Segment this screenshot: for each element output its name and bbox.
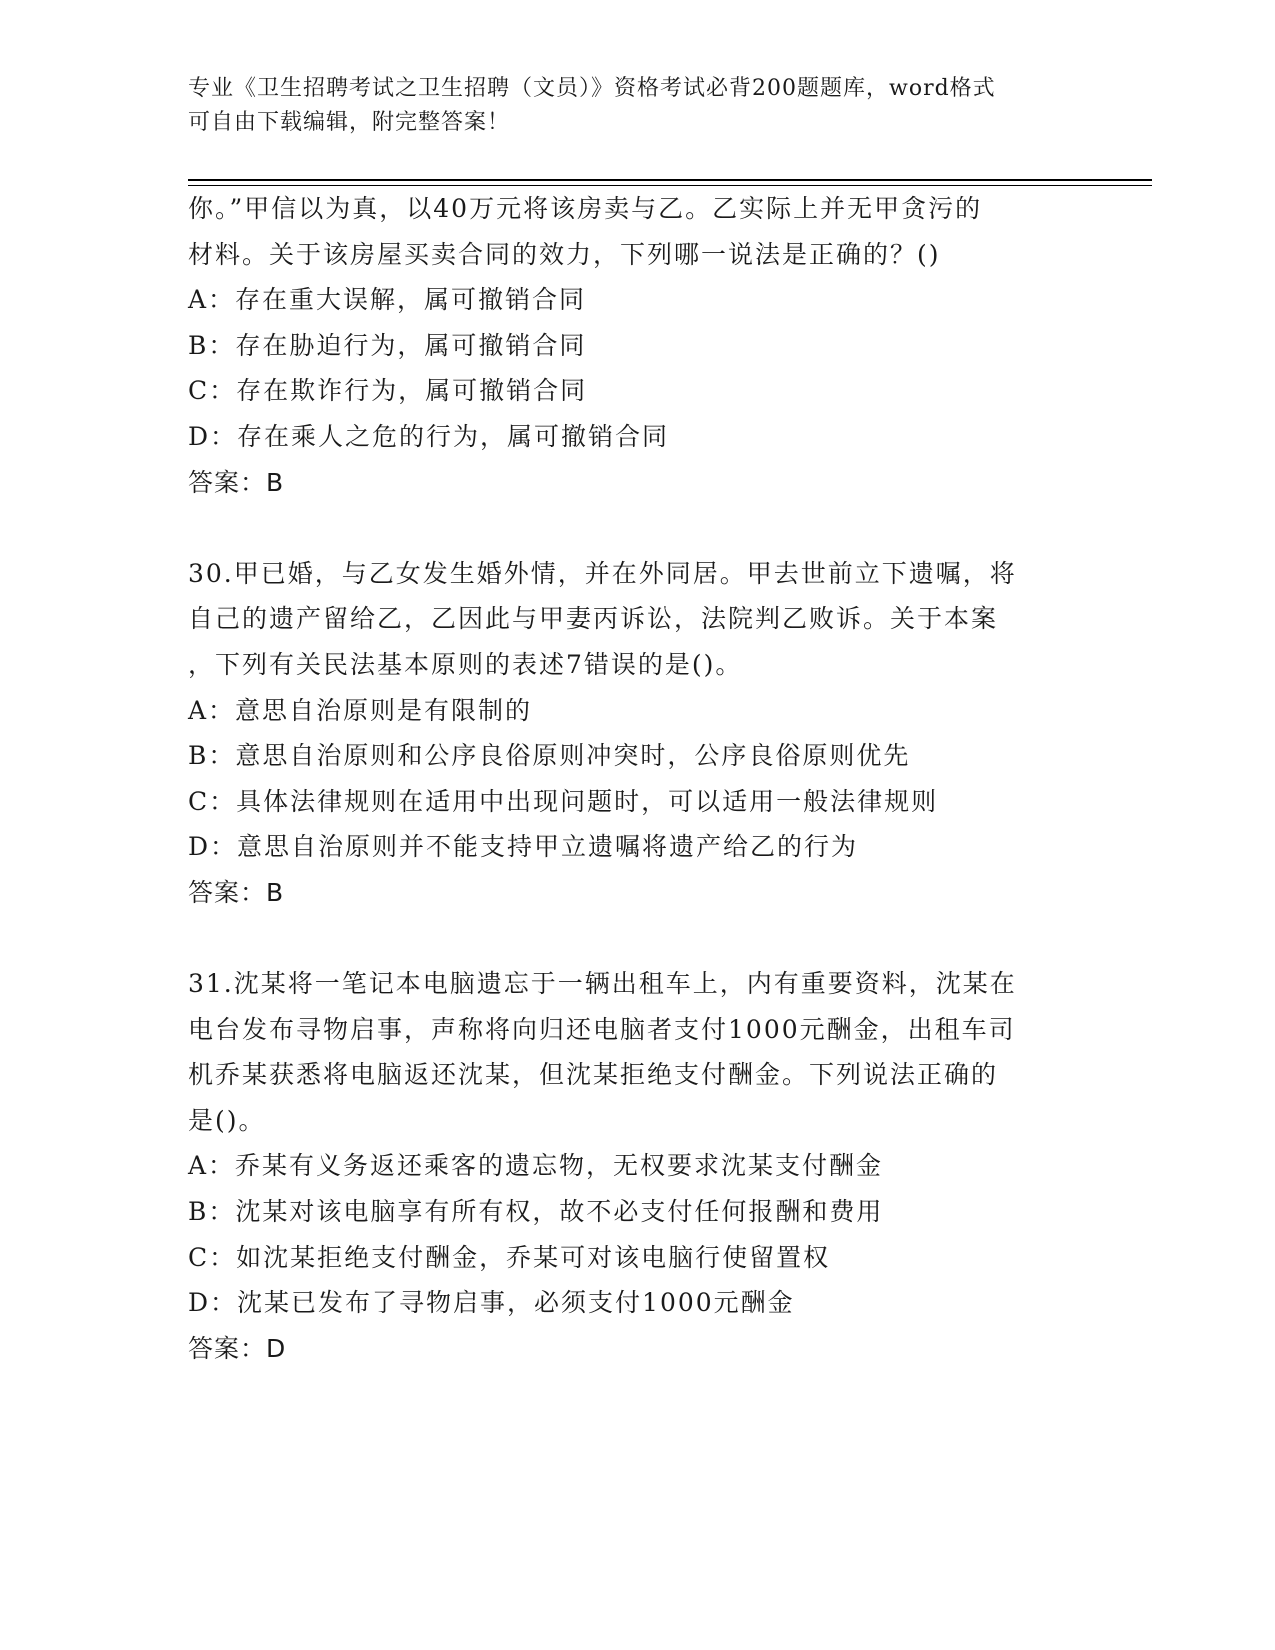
- document-body: [188, 186, 1088, 1371]
- answer: 答案：B: [188, 467, 285, 497]
- header-rule-thick: [188, 179, 1152, 181]
- option-d: D：沈某已发布了寻物启事，必须支付1000元酬金: [188, 1288, 795, 1318]
- option-b: B：沈某对该电脑享有所有权，故不必支付任何报酬和费用: [188, 1197, 884, 1227]
- question-31: [188, 961, 1088, 1371]
- header-line-1: 专业《卫生招聘考试之卫生招聘（文员）》资格考试必背200题题库，word格式: [188, 76, 996, 101]
- option-c: C：如沈某拒绝支付酬金，乔某可对该电脑行使留置权: [188, 1242, 831, 1272]
- question-stem-line: 31.沈某将一笔记本电脑遗忘于一辆出租车上，内有重要资料，沈某在: [188, 969, 1017, 999]
- question-stem-line: 是()。: [188, 1105, 266, 1135]
- spacer: [188, 505, 1088, 551]
- spacer: [188, 916, 1088, 962]
- option-a: A：存在重大误解，属可撤销合同: [188, 285, 587, 315]
- question-29: [188, 186, 1088, 505]
- document-header: [188, 72, 1088, 140]
- question-stem-line: 30.甲已婚，与乙女发生婚外情，并在外同居。甲去世前立下遗嘱，将: [188, 558, 1017, 588]
- option-d: D：意思自治原则并不能支持甲立遗嘱将遗产给乙的行为: [188, 832, 859, 862]
- header-line-2: 可自由下载编辑，附完整答案！: [188, 110, 511, 135]
- question-30: [188, 551, 1088, 916]
- option-a: A：乔某有义务返还乘客的遗忘物，无权要求沈某支付酬金: [188, 1151, 884, 1181]
- question-stem-line: 电台发布寻物启事，声称将向归还电脑者支付1000元酬金，出租车司: [188, 1014, 1016, 1044]
- question-stem-line: 你。”甲信以为真，以40万元将该房卖与乙。乙实际上并无甲贪污的: [188, 194, 983, 223]
- answer: 答案：D: [188, 1333, 287, 1363]
- option-c: C：具体法律规则在适用中出现问题时，可以适用一般法律规则: [188, 786, 939, 816]
- answer: 答案：B: [188, 877, 285, 907]
- question-stem-line: 机乔某获悉将电脑返还沈某，但沈某拒绝支付酬金。下列说法正确的: [188, 1060, 999, 1090]
- option-b: B：存在胁迫行为，属可撤销合同: [188, 330, 587, 360]
- question-stem-line: 自己的遗产留给乙，乙因此与甲妻丙诉讼，法院判乙败诉。关于本案: [188, 604, 999, 634]
- question-stem-line: ，下列有关民法基本原则的表述7错误的是()。: [188, 649, 743, 679]
- option-a: A：意思自治原则是有限制的: [188, 695, 533, 725]
- option-c: C：存在欺诈行为，属可撤销合同: [188, 376, 588, 406]
- option-d: D：存在乘人之危的行为，属可撤销合同: [188, 421, 670, 451]
- question-stem-line: 材料。关于该房屋买卖合同的效力，下列哪一说法是正确的？(): [188, 239, 941, 269]
- option-b: B：意思自治原则和公序良俗原则冲突时，公序良俗原则优先: [188, 741, 911, 771]
